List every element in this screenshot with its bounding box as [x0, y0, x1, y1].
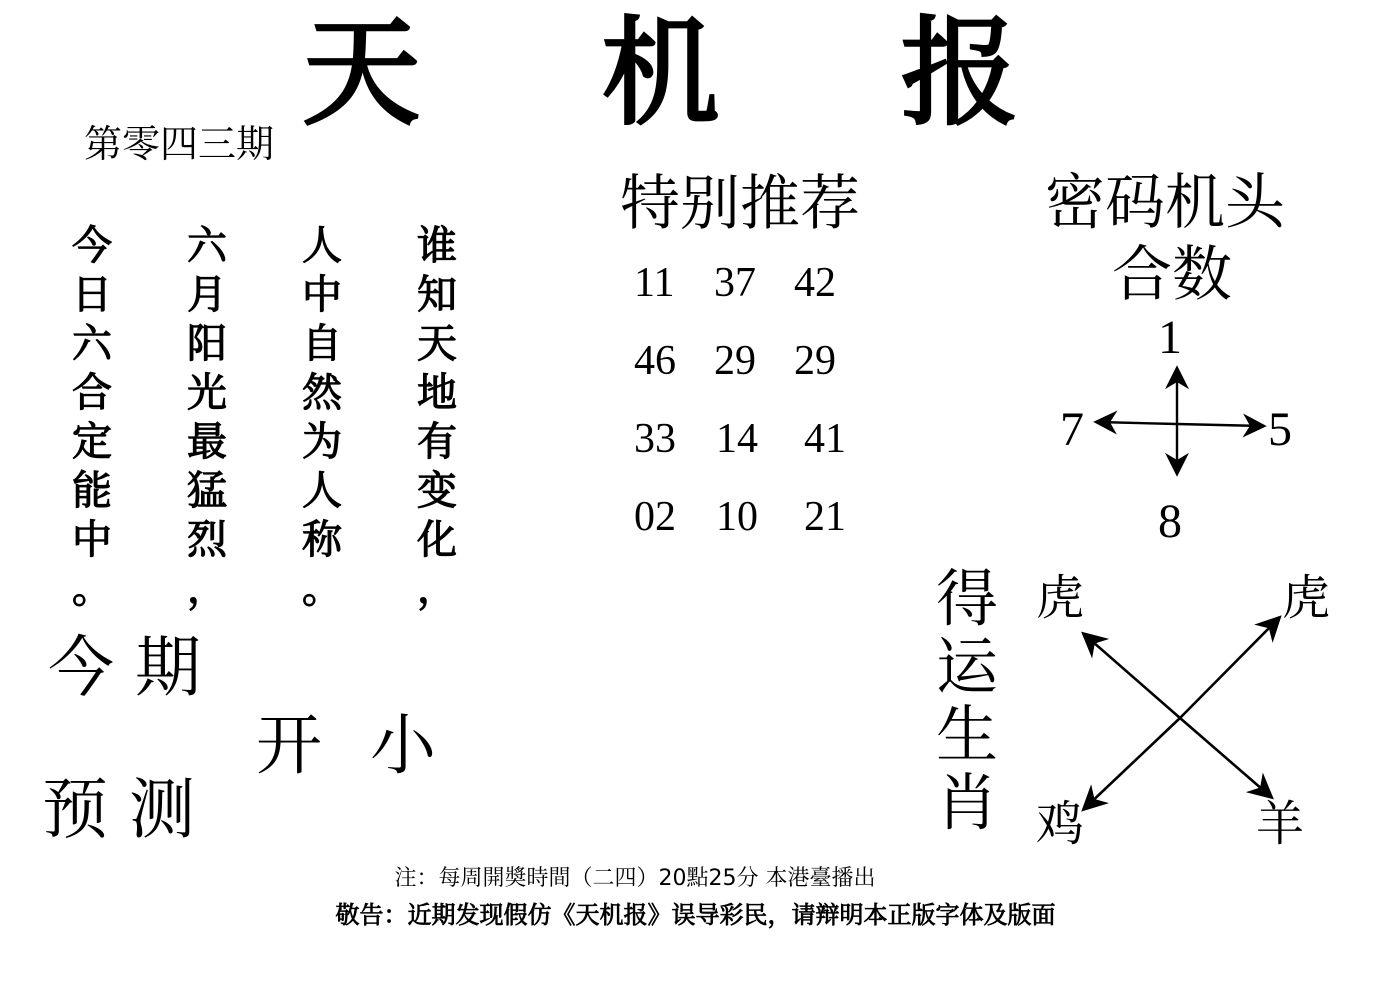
x-arrows [1085, 619, 1278, 808]
poem-char: 中 [302, 272, 342, 318]
arrow-top-left [1085, 635, 1180, 718]
poem-char: 阳 [187, 321, 227, 367]
poem-char: 自 [302, 321, 342, 367]
number-cell: 29 [714, 338, 756, 384]
poem-char: 定 [72, 419, 112, 465]
lucky-label-char: 得 [935, 562, 998, 635]
poem-char: 变 [417, 468, 457, 514]
arrow-right [1177, 424, 1262, 426]
number-cell: 21 [804, 494, 846, 540]
arrow-bottom-left [1085, 718, 1180, 808]
zodiac-bottom-right: 羊 [1256, 796, 1305, 852]
poem-char: ， [417, 566, 457, 612]
lucky-label-char: 运 [935, 630, 998, 703]
poem-char: 人 [302, 468, 342, 514]
special-title: 特别推荐 [620, 169, 860, 239]
number-cell: 11 [634, 260, 675, 306]
poem-char: 合 [72, 370, 112, 416]
poem-char: 。 [72, 566, 112, 612]
issue-number: 第零四三期 [84, 122, 275, 166]
poem-char: 天 [417, 321, 457, 367]
number-cell: 33 [634, 416, 676, 462]
poem-char: 六 [72, 321, 112, 367]
arrow-left [1098, 422, 1177, 424]
poem-char: 为 [302, 419, 342, 465]
number-cell: 41 [804, 416, 846, 462]
arrow-top-right [1180, 619, 1278, 718]
poem-char: 猛 [187, 468, 227, 514]
poem-char: 有 [417, 419, 457, 465]
zodiac-bottom-left: 鸡 [1036, 796, 1085, 852]
poem-char: 最 [187, 419, 227, 465]
number-cell: 14 [716, 416, 758, 462]
poem-char: 。 [302, 566, 342, 612]
code-subtitle: 合数 [1112, 240, 1232, 310]
number-cell: 46 [634, 338, 676, 384]
number-cell: 02 [634, 494, 676, 540]
code-left-number: 7 [1060, 403, 1084, 456]
forecast-result-small: 小 [370, 707, 436, 784]
poem-char: 化 [417, 517, 457, 563]
poem-char: 月 [187, 272, 227, 318]
poem-char: 日 [72, 272, 112, 318]
poem-char: ， [187, 566, 227, 612]
forecast-label-bottom: 预 测 [42, 771, 195, 848]
poem-char: 中 [72, 517, 112, 563]
lucky-label-char: 生 [935, 698, 998, 771]
poem-char: 六 [187, 223, 227, 269]
number-cell: 42 [794, 260, 836, 306]
number-cell: 37 [714, 260, 756, 306]
number-cell: 10 [716, 494, 758, 540]
number-cell: 29 [794, 338, 836, 384]
poem-char: 能 [72, 468, 112, 514]
zodiac-top-left: 虎 [1036, 570, 1085, 626]
zodiac-top-right: 虎 [1282, 570, 1331, 626]
poem-char: 光 [187, 370, 227, 416]
code-title: 密码机头 [1045, 168, 1285, 238]
poem-char: 然 [302, 370, 342, 416]
code-top-number: 1 [1158, 311, 1182, 364]
schedule-note: 注：每周開奬時間（二四）20點25分 本港臺播出 [394, 866, 876, 891]
lucky-label-char: 肖 [935, 766, 998, 839]
newspaper-title: 天 机 报 [302, 3, 1089, 142]
forecast-result-open: 开 [256, 707, 322, 784]
counterfeit-notice: 敬告：近期发现假仿《天机报》误导彩民，请辩明本正版字体及版面 [335, 901, 1056, 929]
poem-char: 知 [417, 272, 457, 318]
code-bottom-number: 8 [1158, 495, 1182, 548]
arrow-bottom-right [1180, 718, 1270, 796]
poem-char: 谁 [417, 223, 457, 269]
poem-char: 人 [302, 223, 342, 269]
cross-arrows [1098, 370, 1262, 472]
poem-char: 称 [302, 517, 342, 563]
forecast-label-top: 今 期 [48, 629, 201, 706]
poem-char: 烈 [187, 517, 227, 563]
poem-char: 今 [72, 223, 112, 269]
poem-char: 地 [417, 370, 457, 416]
code-right-number: 5 [1268, 403, 1292, 456]
